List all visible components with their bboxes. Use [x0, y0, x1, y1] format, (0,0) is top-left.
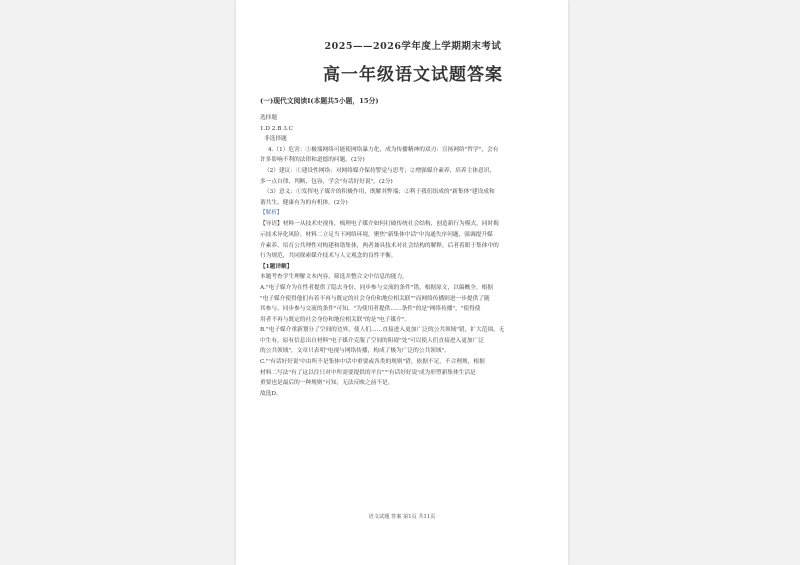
document-title: 高一年级语文试题答案: [323, 65, 503, 85]
q1-option-b-line: B."电子媒介重新划分了空间的边界，使人们……直接进入更加广泛的公共领域"错，扩大范围，无: [260, 327, 505, 334]
document-page: [236, 0, 568, 565]
q1-option-a-line: 用者不再与既定的社会身份和地位相关联"的是"电子媒介"。: [260, 316, 411, 323]
q4-line: 4.（1）危害：①极端网络可能使网络暴力化，成为传播精神的双刃：宣扬网络"哲学"，会有: [268, 146, 499, 153]
q1-tag: 【1题详解】: [260, 263, 293, 270]
q4-line: （3）意义：①发挥电子媒介的积极作用，既解其弊端；②利于我们组成的"新集体"建设成和: [264, 189, 495, 196]
section-title: (一)现代文阅读Ⅰ(本题共5小题，15分): [260, 97, 379, 105]
q4-line: （2）建议：①建设性网络：对网络媒介保持警觉与思考；②增强媒介素养，培养主体意识，: [264, 167, 496, 174]
guide-line: 行为规范，共同探索媒介技术与人文观念的良性平衡。: [260, 253, 397, 260]
guide-line: 【导语】材料一从技术史视角，梳理电子媒介如何打破传统社会结构，创造新行为模式，同时揭: [260, 221, 499, 228]
q1-option-c-line: C."'有话好好说'中由所不是集体中话中重要或各类的规则"错，依据不足，不合理规，根据: [260, 359, 485, 366]
q1-option-b-line: 中生有，原有信息出自材料"电子媒介克服了空间的阻碍"处"可以使人们直接进入更加广泛: [260, 337, 484, 344]
q1-option-a-line: "电子媒介使得他们有着不再与既定的社会身份和地位相关联""而网络传播则进一步提供了随: [260, 295, 490, 302]
mc-label: 选择题: [260, 115, 278, 121]
analysis-tag: 【解析】: [260, 210, 283, 217]
guide-line: 示技术异化风险。材料二立足当下网络环境，聚焦"新集体中话"中沟通失序问题，强调提升媒: [260, 231, 493, 238]
mc-answers: 1.D 2.B 3.C: [260, 125, 293, 132]
q4-line: 许多影响不利的法律和道德的问题。(2分): [260, 157, 365, 164]
q1-intro: 本题考查学生理解文本内容，筛选并整合文中信息的能力。: [260, 274, 408, 281]
page-footer: 语文试题 答案 第1页 共11页: [368, 514, 436, 520]
q4-line: 多一点自律、判断、包容，学会"有话好好说"。(2分): [260, 178, 393, 185]
q1-option-a-line: A."电子媒介为在性者提供了隐去身份、同步参与交流的条件"错，根据原文，以偏概全。根据: [260, 284, 493, 291]
q1-option-b-line: 的公共领域"，文章只表明"电视与网络传播，构成了极为广泛的公共领域"。: [260, 348, 450, 355]
q1-answer: 故选D。: [260, 390, 282, 397]
q1-option-c-line: 材料二写法"有了这以往只对中所需要提供的平台""'有话好好说'成为形塑新集体生活是: [260, 369, 476, 376]
q1-option-c-line: 重要也是最后的一种规则"可知，无法反映之前不是。: [260, 380, 394, 387]
q1-option-a-line: 其参与、同步参与交流的条件"可知，"为使用者提供……条件"的是"网络传播"，"使得使: [260, 306, 481, 313]
exam-header: 2025——2026学年度上学期期末考试: [324, 41, 502, 52]
q4-line: 谐共生、健康有为的有机体。(2分): [260, 199, 348, 206]
guide-line: 介素养、培育公共理性对构建和谐集体，两者兼具技术对社会结构的解释，后者着眼于集体中的: [260, 242, 499, 249]
open-label: 非选择题: [264, 136, 287, 143]
document-content: [260, 38, 546, 399]
